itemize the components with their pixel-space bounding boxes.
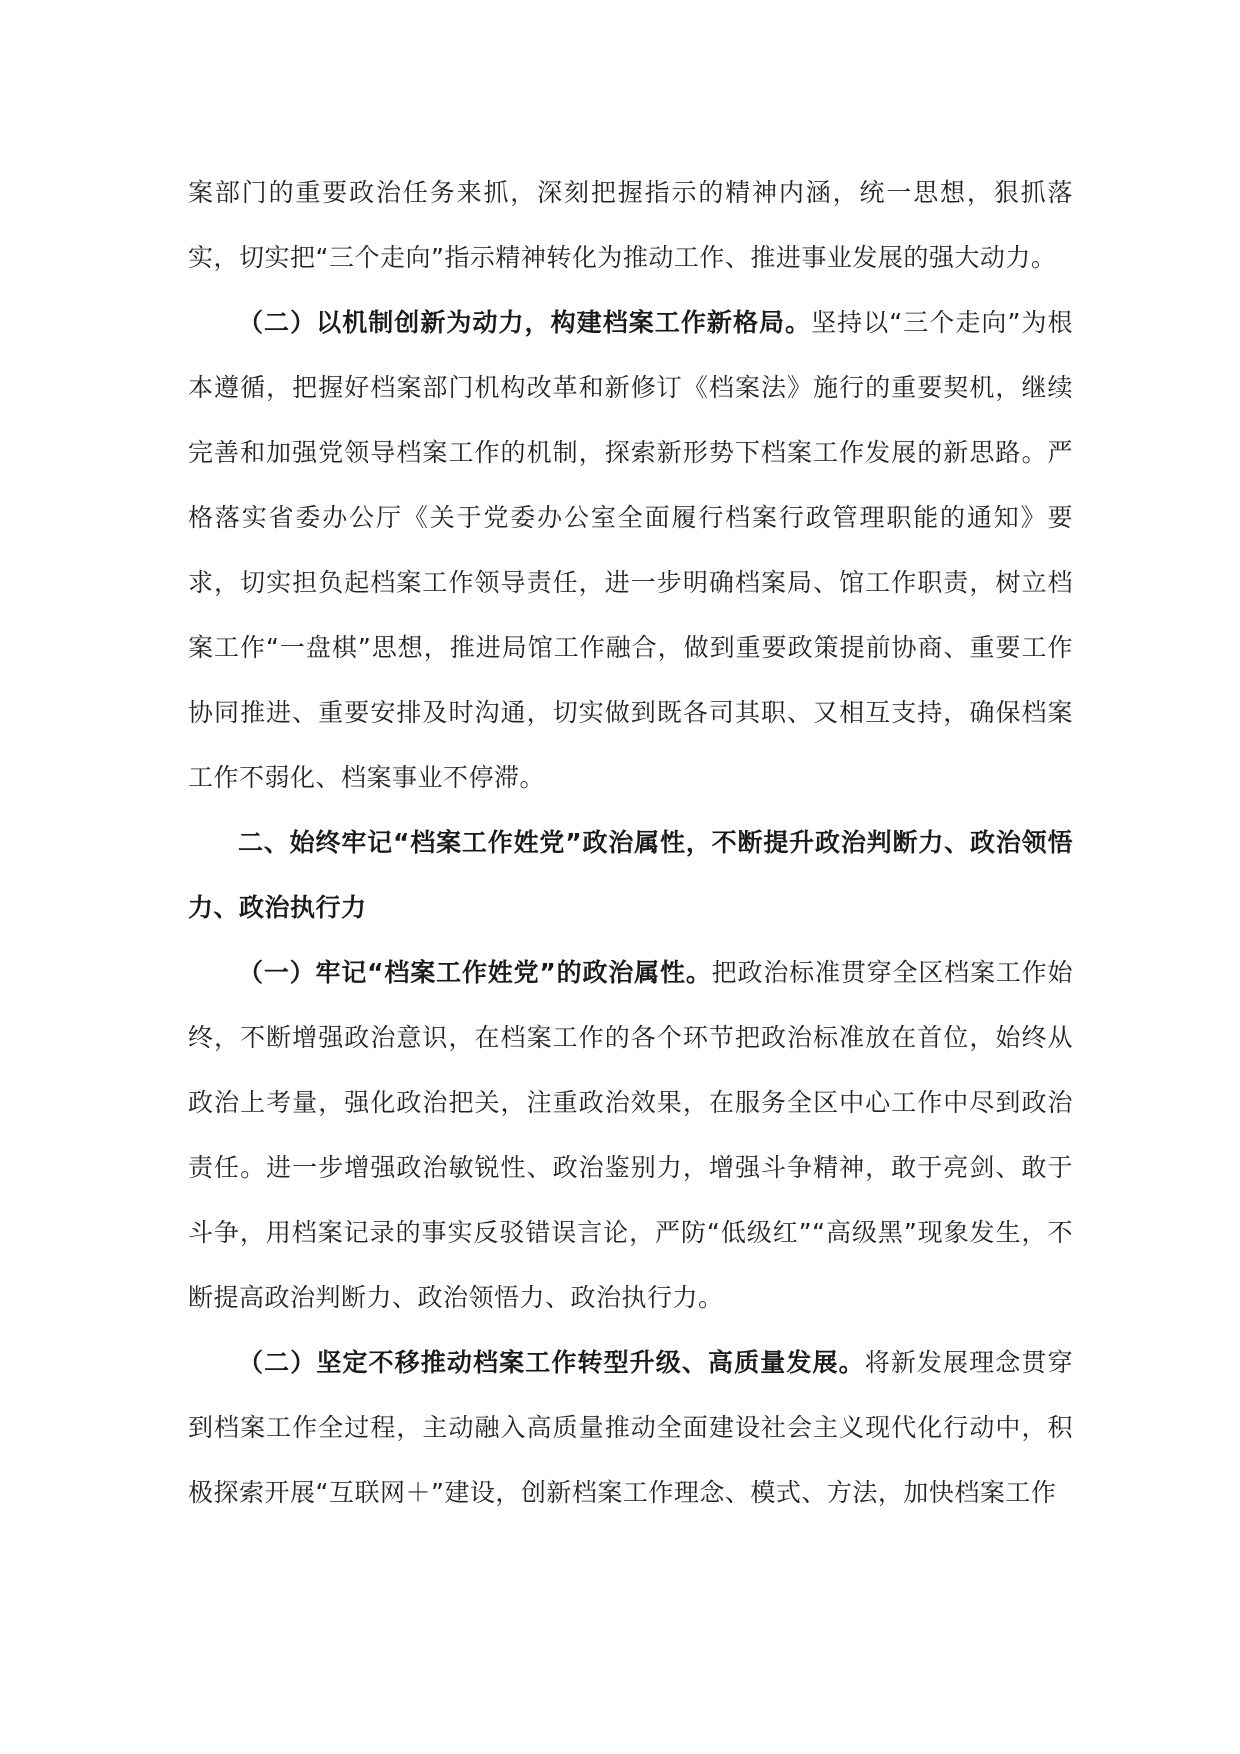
section-heading-2: 二、始终牢记“档案工作姓党”政治属性，不断提升政治判断力、政治领悟力、政治执行力	[188, 828, 1073, 922]
paragraph-text: 坚持以“三个走向”为根本遵循，把握好档案部门机构改革和新修订《档案法》施行的重要契机，继续完善和加强党领导档案工作的机制，探索新形势下档案工作发展的新思路。严格落实省委办公厅《关于党委办公室全面履行档案行政管理职能的通知》要求，切实担负起档案工作领导责任，进一步明确档案局、馆工作职责，树立档案工作“一盘棋”思想，推进局馆工作融合，做到重要政策提前协商、重要工作协同推进、重要安排及时沟通，切实做到既各司其职、又相互支持，确保档案工作不弱化、档案事业不停滞。	[188, 308, 1073, 792]
paragraph-continuation	[188, 160, 1073, 290]
paragraph-lead: （一）牢记“档案工作姓党”的政治属性。	[238, 958, 712, 987]
paragraph-mechanism-innovation	[188, 290, 1073, 810]
paragraph-text: 案部门的重要政治任务来抓，深刻把握指示的精神内涵，统一思想，狠抓落实，切实把“三个走向”指示精神转化为推动工作、推进事业发展的强大动力。	[188, 178, 1073, 272]
paragraph-text: 将新发展理念贯穿到档案工作全过程，主动融入高质量推动全面建设社会主义现代化行动中，积极探索开展“互联网＋”建设，创新档案工作理念、模式、方法，加快档案工作	[188, 1348, 1073, 1507]
paragraph-lead: （二）以机制创新为动力，构建档案工作新格局。	[238, 308, 812, 337]
paragraph-lead: （二）坚定不移推动档案工作转型升级、高质量发展。	[238, 1348, 865, 1377]
paragraph-political-attribute	[188, 940, 1073, 1330]
document-body	[188, 160, 1073, 1525]
paragraph-transformation	[188, 1330, 1073, 1525]
paragraph-text: 把政治标准贯穿全区档案工作始终，不断增强政治意识，在档案工作的各个环节把政治标准放在首位，始终从政治上考量，强化政治把关，注重政治效果，在服务全区中心工作中尽到政治责任。进一步增强政治敏锐性、政治鉴别力，增强斗争精神，敢于亮剑、敢于斗争，用档案记录的事实反驳错误言论，严防“低级红”“高级黑”现象发生，不断提高政治判断力、政治领悟力、政治执行力。	[188, 958, 1073, 1312]
